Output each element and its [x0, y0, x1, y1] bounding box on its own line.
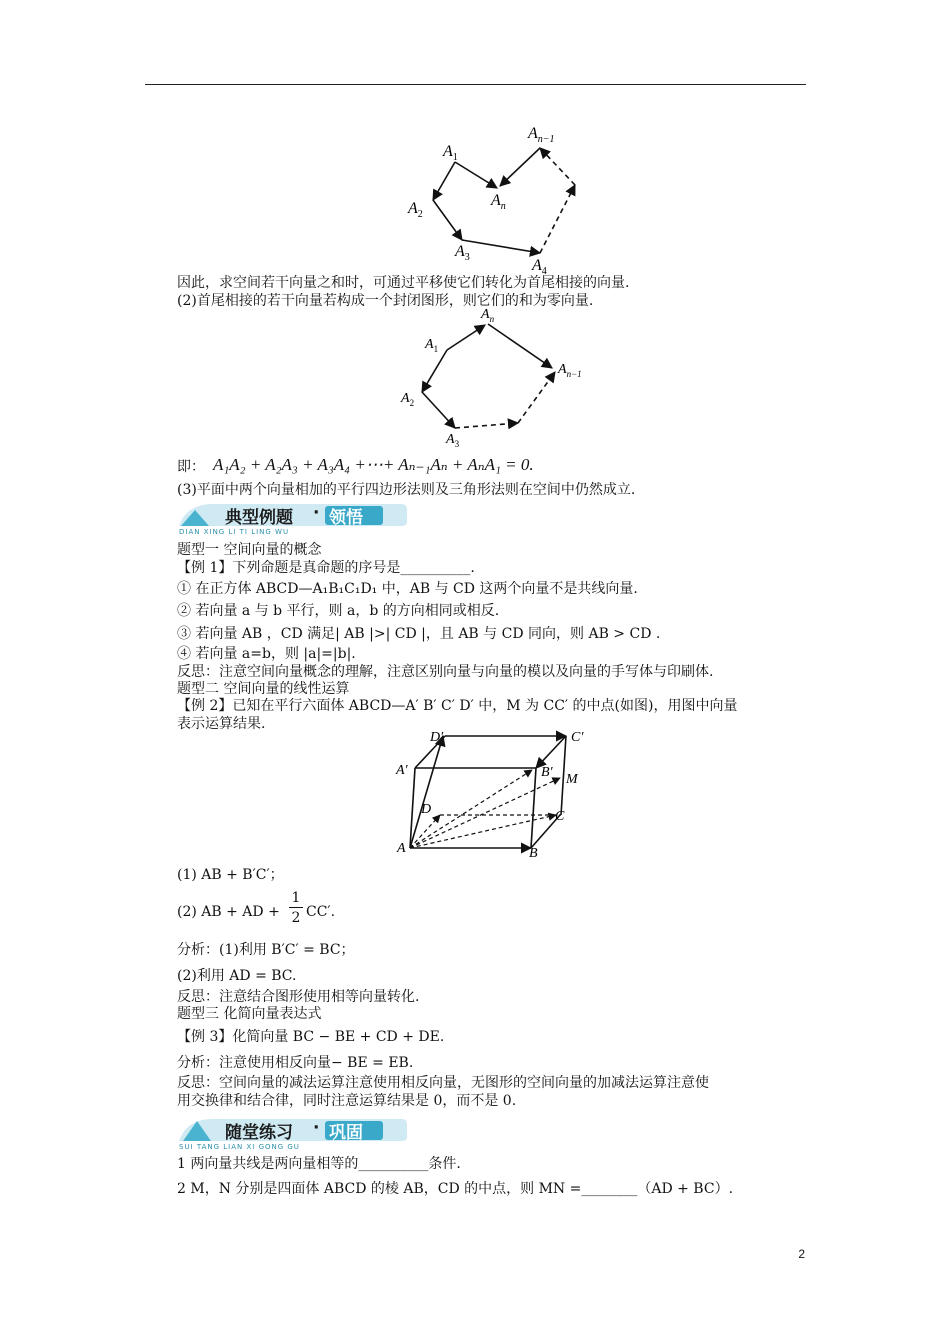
- label-M: M: [566, 772, 578, 787]
- fraction-bar: [289, 907, 303, 908]
- reflection-1: 反思：注意空间向量概念的理解，注意区别向量与向量的模以及向量的手写体与印刷体.: [177, 664, 714, 680]
- label-B-prime: B′: [541, 765, 553, 780]
- banner-dot: ·: [313, 1118, 320, 1138]
- type-heading-2: 题型二 空间向量的线性运算: [177, 681, 350, 697]
- type-heading-3: 题型三 化简向量表达式: [177, 1006, 322, 1022]
- fraction-numerator: 1: [291, 890, 301, 906]
- label-B: B: [529, 846, 538, 861]
- banner-title-b: 领悟: [329, 508, 363, 528]
- type-heading-1: 题型一 空间向量的概念: [177, 542, 322, 558]
- analysis-1: 分析：(1)利用 B′C′ = BC；: [177, 942, 355, 958]
- banner-class-practice: [177, 1115, 407, 1151]
- page-number: 2: [798, 1247, 805, 1261]
- example-1-item-3: ③ 若向量 AB ，CD 满足| AB |>| CD |，且 AB 与 CD 同向，则 AB > CD .: [177, 626, 661, 642]
- reflection-2: 反思：注意结合图形使用相等向量转化.: [177, 989, 420, 1005]
- example-1-item-2: ② 若向量 a 与 b 平行，则 a，b 的方向相同或相反.: [177, 603, 500, 619]
- example-3: 【例 3】化简向量 BC − BE + CD + DE.: [177, 1029, 445, 1045]
- label-A4: $A_4$: [532, 257, 547, 277]
- label-An-1: $A_{n-1}$: [528, 125, 555, 145]
- label-A3: $A_3$: [446, 432, 460, 449]
- banner-dot: ·: [313, 503, 320, 523]
- example-1-item-1: ① 在正方体 ABCD—A₁B₁C₁D₁ 中，AB 与 CD 这两个向量不是共线向量.: [177, 581, 638, 597]
- question-1: (1) AB + B′C′；: [177, 867, 284, 883]
- reflection-3-line-1: 反思：空间向量的减法运算注意使用相反向量，无图形的空间向量的加减法运算注意使: [177, 1075, 709, 1091]
- label-A-prime: A′: [396, 763, 408, 778]
- label-D-prime: D′: [430, 730, 444, 745]
- banner-title-a: 随堂练习: [225, 1123, 293, 1143]
- analysis-2: (2)利用 AD = BC.: [177, 968, 297, 984]
- question-2-b: CC′.: [306, 904, 336, 920]
- label-C-prime: C′: [571, 730, 584, 745]
- label-A2: $A_2$: [408, 200, 423, 220]
- banner-title-a: 典型例题: [225, 508, 293, 528]
- label-An: $A_n$: [481, 307, 495, 324]
- label-A: A: [397, 841, 406, 856]
- label-A3: $A_3$: [455, 243, 470, 263]
- paragraph-closed-figure: (2)首尾相接的若干向量若构成一个封闭图形，则它们的和为零向量.: [177, 293, 594, 309]
- banner-pinyin: DIAN XING LI TI LING WU: [179, 528, 290, 536]
- label-A1: $A_1$: [443, 143, 458, 163]
- formula-zero-sum: A₁A₂ + A₂A₃ + A₃A₄ +⋯+ Aₙ₋₁Aₙ + AₙA₁ = 0.: [213, 455, 534, 474]
- paragraph-translation: 因此，求空间若干向量之和时，可通过平移使它们转化为首尾相接的向量.: [177, 275, 630, 291]
- question-2-a: (2) AB + AD +: [177, 904, 280, 920]
- paragraph-parallelogram-rule: (3)平面中两个向量相加的平行四边形法则及三角形法则在空间中仍然成立.: [177, 482, 636, 498]
- practice-1: 1 两向量共线是两向量相等的__________条件.: [177, 1156, 461, 1172]
- analysis-3: 分析：注意使用相反向量− BE = EB.: [177, 1055, 414, 1071]
- label-A2: $A_2$: [401, 391, 415, 408]
- example-2-line-2: 表示运算结果.: [177, 716, 266, 732]
- banner-title-b: 巩固: [329, 1123, 363, 1143]
- reflection-3-line-2: 用交换律和结合律，同时注意运算结果是 0，而不是 0.: [177, 1093, 517, 1109]
- example-1-question: 【例 1】下列命题是真命题的序号是__________.: [177, 560, 475, 576]
- banner-pinyin: SUI TANG LIAN XI GONG GU: [179, 1143, 300, 1151]
- label-C: C: [555, 809, 565, 824]
- formula-prefix: 即：: [177, 459, 205, 475]
- fraction-denominator: 2: [291, 910, 301, 926]
- example-1-item-4: ④ 若向量 a=b，则 |a|=|b|.: [177, 646, 356, 662]
- practice-2: 2 M，N 分别是四面体 ABCD 的棱 AB，CD 的中点，则 MN =________（AD + BC）.: [177, 1181, 734, 1197]
- label-An: $A_n$: [491, 192, 506, 212]
- example-2-line-1: 【例 2】已知在平行六面体 ABCD—A′ B′ C′ D′ 中，M 为 CC′ 的中点(如图)，用图中向量: [177, 698, 738, 714]
- label-D: D: [421, 802, 432, 817]
- label-A1: $A_1$: [425, 337, 439, 354]
- label-An-1: $A_{n-1}$: [558, 362, 582, 379]
